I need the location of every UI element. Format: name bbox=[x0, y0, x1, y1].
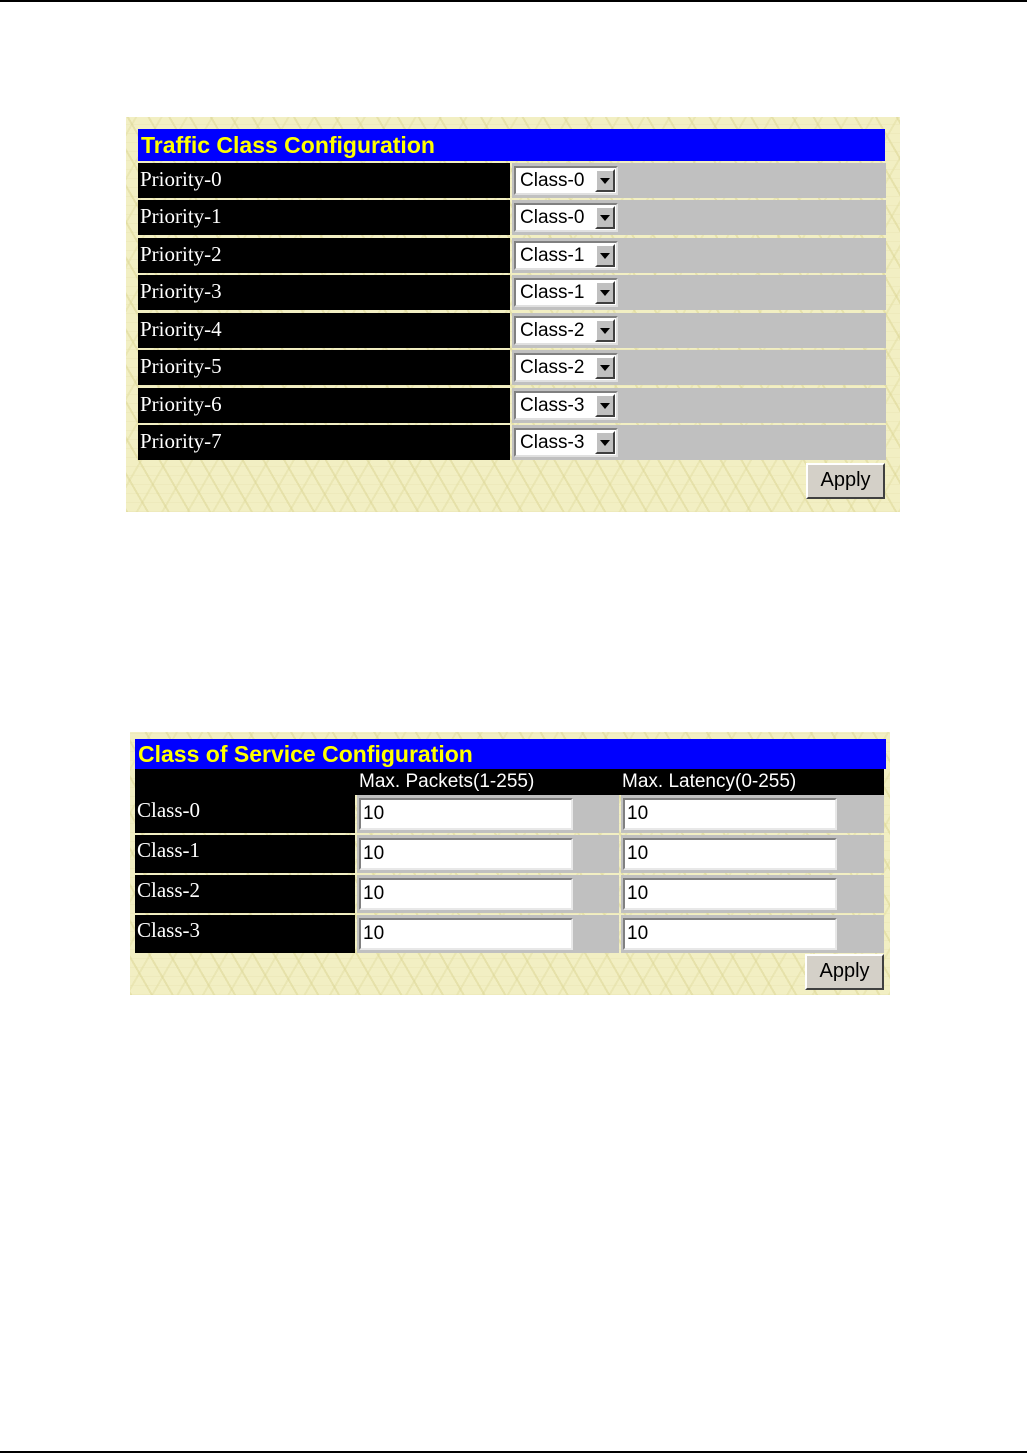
priority-label: Priority-4 bbox=[138, 313, 510, 348]
priority-row bbox=[138, 350, 886, 385]
priority-row bbox=[138, 388, 886, 423]
class-select-value: Class-0 bbox=[520, 170, 585, 191]
class-select-value: Class-3 bbox=[520, 432, 585, 453]
chevron-down-icon[interactable] bbox=[595, 356, 615, 379]
max-packets-input[interactable] bbox=[359, 878, 573, 910]
class-select[interactable] bbox=[514, 278, 618, 307]
class-row bbox=[135, 875, 884, 913]
class-row bbox=[135, 835, 884, 873]
page-top-rule bbox=[0, 0, 1027, 2]
priority-row bbox=[138, 163, 886, 198]
class-label: Class-2 bbox=[135, 875, 355, 913]
page-bottom-rule bbox=[0, 1451, 1027, 1453]
class-label: Class-1 bbox=[135, 835, 355, 873]
max-latency-input[interactable] bbox=[623, 798, 837, 830]
max-latency-input[interactable] bbox=[623, 918, 837, 950]
class-select-value: Class-2 bbox=[520, 320, 585, 341]
class-select[interactable] bbox=[514, 391, 618, 420]
class-select-value: Class-2 bbox=[520, 357, 585, 378]
max-packets-cell bbox=[357, 795, 619, 833]
priority-label: Priority-5 bbox=[138, 350, 510, 385]
max-latency-cell bbox=[621, 835, 884, 873]
class-select-value: Class-0 bbox=[520, 207, 585, 228]
class-select-value: Class-1 bbox=[520, 245, 585, 266]
traffic-class-title: Traffic Class Configuration bbox=[138, 129, 885, 161]
class-select[interactable] bbox=[514, 428, 618, 457]
apply-button[interactable]: Apply bbox=[806, 463, 885, 499]
priority-label: Priority-7 bbox=[138, 425, 510, 460]
max-packets-cell bbox=[357, 875, 619, 913]
class-select[interactable] bbox=[514, 316, 618, 345]
chevron-down-icon[interactable] bbox=[595, 169, 615, 192]
max-latency-cell bbox=[621, 875, 884, 913]
max-latency-input[interactable] bbox=[623, 838, 837, 870]
apply-button[interactable]: Apply bbox=[805, 954, 884, 990]
priority-row bbox=[138, 275, 886, 310]
column-header-blank bbox=[135, 769, 357, 795]
priority-class-cell bbox=[512, 425, 886, 460]
priority-label: Priority-0 bbox=[138, 163, 510, 198]
max-latency-input[interactable] bbox=[623, 878, 837, 910]
max-packets-input[interactable] bbox=[359, 838, 573, 870]
priority-class-cell bbox=[512, 238, 886, 273]
class-row bbox=[135, 915, 884, 953]
chevron-down-icon[interactable] bbox=[595, 206, 615, 229]
chevron-down-icon[interactable] bbox=[595, 431, 615, 454]
priority-class-cell bbox=[512, 313, 886, 348]
class-select[interactable] bbox=[514, 166, 618, 195]
max-packets-cell bbox=[357, 915, 619, 953]
class-select[interactable] bbox=[514, 353, 618, 382]
priority-label: Priority-3 bbox=[138, 275, 510, 310]
class-select[interactable] bbox=[514, 203, 618, 232]
priority-class-cell bbox=[512, 350, 886, 385]
class-select[interactable] bbox=[514, 241, 618, 270]
max-latency-cell bbox=[621, 795, 884, 833]
class-select-value: Class-1 bbox=[520, 282, 585, 303]
max-packets-input[interactable] bbox=[359, 918, 573, 950]
class-label: Class-0 bbox=[135, 795, 355, 833]
class-select-value: Class-3 bbox=[520, 395, 585, 416]
column-header-max-packets: Max. Packets(1-255) bbox=[357, 769, 620, 795]
priority-label: Priority-1 bbox=[138, 200, 510, 235]
chevron-down-icon[interactable] bbox=[595, 319, 615, 342]
priority-class-cell bbox=[512, 163, 886, 198]
max-latency-cell bbox=[621, 915, 884, 953]
max-packets-input[interactable] bbox=[359, 798, 573, 830]
priority-row bbox=[138, 238, 886, 273]
class-row bbox=[135, 795, 884, 833]
priority-label: Priority-2 bbox=[138, 238, 510, 273]
class-of-service-title: Class of Service Configuration bbox=[135, 739, 886, 769]
class-of-service-panel bbox=[130, 732, 890, 995]
chevron-down-icon[interactable] bbox=[595, 281, 615, 304]
class-label: Class-3 bbox=[135, 915, 355, 953]
max-packets-cell bbox=[357, 835, 619, 873]
traffic-class-panel bbox=[126, 117, 900, 512]
chevron-down-icon[interactable] bbox=[595, 244, 615, 267]
priority-row bbox=[138, 200, 886, 235]
priority-class-cell bbox=[512, 275, 886, 310]
priority-label: Priority-6 bbox=[138, 388, 510, 423]
priority-class-cell bbox=[512, 388, 886, 423]
priority-class-cell bbox=[512, 200, 886, 235]
priority-row bbox=[138, 425, 886, 460]
priority-row bbox=[138, 313, 886, 348]
chevron-down-icon[interactable] bbox=[595, 394, 615, 417]
column-header-max-latency: Max. Latency(0-255) bbox=[620, 769, 884, 795]
